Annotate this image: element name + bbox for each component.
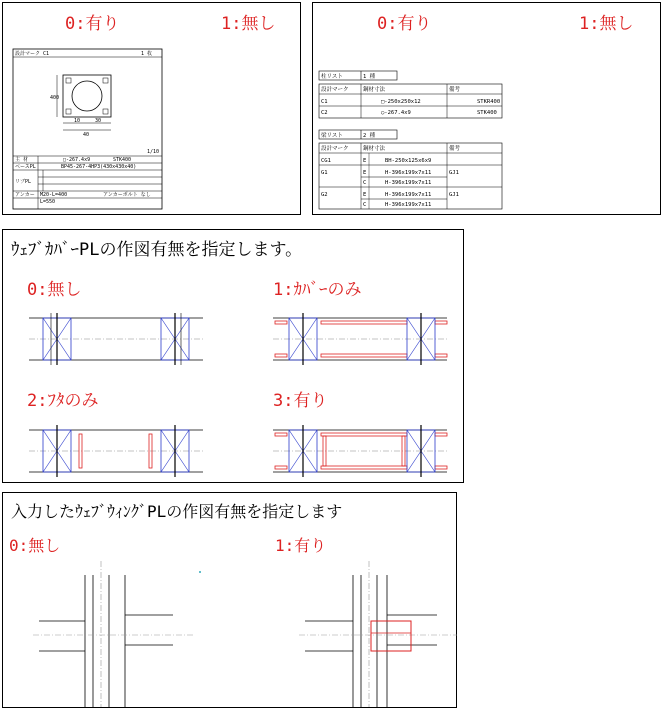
beam-row-pos-4: C: [363, 202, 367, 208]
row-spec-0: STK400: [113, 157, 132, 163]
option-0-diagram: [29, 313, 203, 365]
beam-header-mark: 設計マーク: [321, 146, 349, 152]
option-0-label: 0:有り: [65, 14, 120, 34]
beam-row-mark-1: G1: [321, 170, 328, 176]
web-wing-diagrams: [3, 493, 458, 709]
panel-title: 入力したｳｪﾌﾞｳｨﾝｸﾞPLの作図有無を指定します: [11, 502, 343, 521]
beam-row-size-0: BH-250x125x6x9: [385, 158, 432, 164]
beam-list-label: 梁リスト: [321, 133, 343, 139]
beam-row-size-1: H-396x199x7x11: [385, 170, 432, 176]
member-list-tables: [313, 3, 662, 216]
beam-row-pos-1: E: [363, 170, 367, 176]
dim-bottom-a: 10: [74, 118, 81, 124]
row-label-3: アンカー: [15, 192, 35, 198]
dim-left: 400: [50, 95, 60, 101]
option-2-label: 2:ﾌﾀのみ: [27, 391, 99, 411]
beam-row-mark-3: G2: [321, 192, 328, 198]
option-0-label: 0:有り: [377, 14, 432, 34]
beam-row-note-3: GJ1: [449, 192, 459, 198]
col-row-mark-1: C2: [321, 110, 328, 116]
panel-web-cover-pl: [2, 229, 464, 483]
beam-row-size-3: H-396x199x7x11: [385, 192, 432, 198]
column-list-label: 柱リスト: [321, 74, 343, 80]
beam-header-size: 鋼材寸法: [363, 146, 386, 152]
col-row-note-0: STKR400: [477, 99, 501, 105]
col-row-note-1: STK400: [477, 110, 497, 116]
row-spec-3: アンカーボルト なし: [103, 192, 151, 198]
beam-row-pos-2: C: [363, 180, 367, 186]
panel-member-list: [312, 2, 661, 215]
panel-column-drawing: [2, 2, 301, 215]
beam-row-pos-3: E: [363, 192, 367, 198]
option-1-label: 1:ｶﾊﾞｰのみ: [273, 280, 362, 300]
option-0-diagram: [33, 561, 193, 707]
dim-bottom-b: 30: [95, 118, 102, 124]
beam-list-count: 2 種: [363, 133, 376, 139]
row-label-1: ベースPL: [15, 164, 36, 170]
beam-row-size-4: H-396x199x7x11: [385, 202, 432, 208]
scale-label: 1/10: [147, 149, 160, 155]
panel-title: ｳｪﾌﾞｶﾊﾞｰPLの作図有無を指定します。: [11, 240, 303, 260]
row-value-0: □-267.4x9: [63, 157, 91, 163]
col-row-size-0: □-250x250x12: [381, 99, 421, 105]
web-cover-diagrams: [3, 230, 465, 484]
col-header-size: 鋼材寸法: [363, 87, 386, 93]
option-1-diagram: [299, 561, 457, 707]
option-0-label: 0:無し: [9, 536, 61, 555]
column-circle: [72, 81, 102, 111]
option-1-label: 1:有り: [275, 536, 327, 555]
sheet-number: 1 枚: [141, 51, 153, 57]
col-header-mark: 設計マーク: [321, 87, 349, 93]
row-label-0: 主 材: [15, 157, 29, 163]
column-sheet-drawing: [3, 3, 302, 216]
sheet-title: 設計マーク C1: [15, 51, 50, 57]
col-row-mark-0: C1: [321, 99, 328, 105]
beam-header-note: 備考: [449, 146, 461, 152]
beam-row-size-2: H-396x199x7x11: [385, 180, 432, 186]
column-list-count: 1 種: [363, 74, 376, 80]
row-value-1: BP45-267-4HP3(430x430x40): [61, 164, 137, 170]
option-1-label: 1:無し: [221, 14, 276, 34]
col-header-note: 備考: [449, 87, 461, 93]
option-3-label: 3:有り: [273, 391, 328, 411]
row-value-4: L=550: [40, 199, 56, 205]
col-row-size-1: ○-267.4x9: [381, 110, 411, 116]
beam-row-mark-0: CG1: [321, 158, 331, 164]
option-3-diagram: [273, 425, 447, 477]
option-1-label: 1:無し: [579, 14, 634, 34]
row-value-3: M20-L=400: [40, 192, 68, 198]
beam-row-note-1: GJ1: [449, 170, 459, 176]
panel-web-wing-pl: [2, 492, 457, 708]
row-label-2: リブPL: [15, 179, 32, 185]
option-1-diagram: [273, 313, 447, 365]
beam-row-pos-0: E: [363, 158, 367, 164]
dim-bottom-total: 40: [83, 132, 90, 138]
option-2-diagram: [29, 425, 203, 477]
option-0-label: 0:無し: [27, 280, 82, 300]
